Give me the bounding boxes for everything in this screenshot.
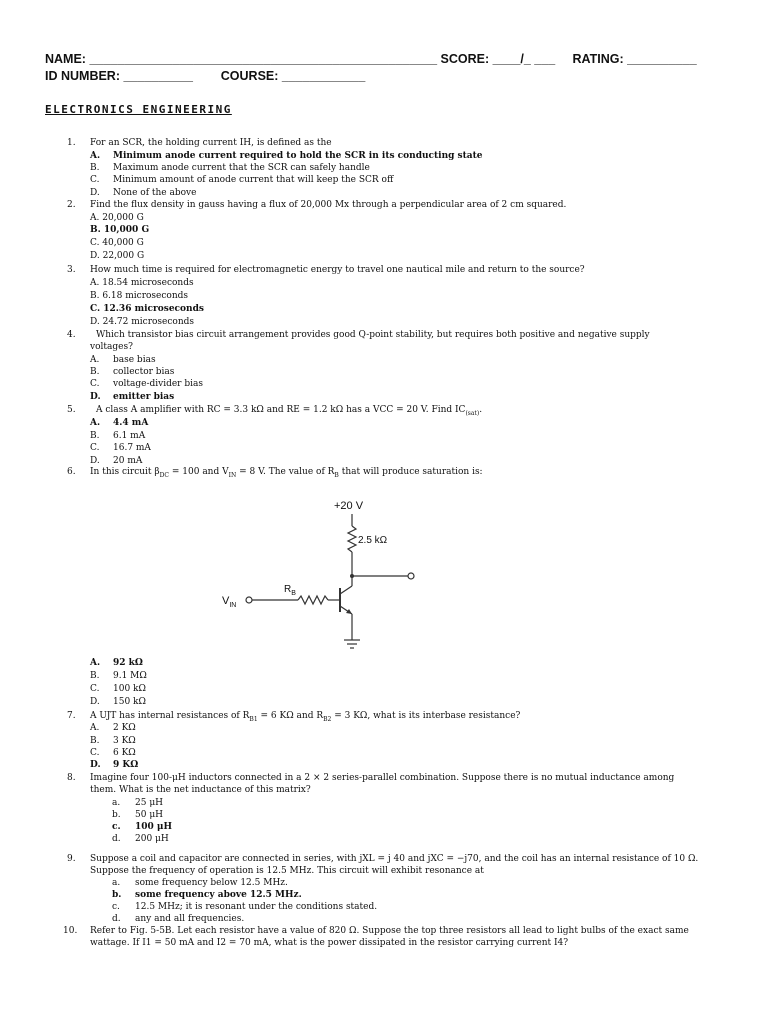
vin-label: $V_{IN}$ xyxy=(222,595,237,609)
question-text: Which transistor bias circuit arrangement provides good Q-point stability, but requires both positive and negative supply xyxy=(96,330,650,340)
question-text: For an SCR, the holding current IH, is defined as the xyxy=(90,138,332,148)
question-number: 1. xyxy=(67,138,76,148)
question-number: 6. xyxy=(67,467,76,477)
question-number: 8. xyxy=(67,773,76,783)
supply-label: +20 V xyxy=(334,500,364,512)
question-text: Suppose a coil and capacitor are connected in series, with jXL = j 40 and jXC = −j70, and the coil has an internal resistance of 10 Ω. xyxy=(90,854,699,864)
question-number: 3. xyxy=(67,265,76,275)
question-number: 4. xyxy=(67,330,76,340)
question-number: 9. xyxy=(67,854,76,864)
question-text: A UJT has internal resistances of $R_{B1} = 6$ KΩ and $R_{B2} = 3$ KΩ, what is its interbase resistance? xyxy=(90,711,521,723)
question-text: How much time is required for electromagnetic energy to travel one nautical mile and return to the source? xyxy=(90,265,585,275)
question-text: Find the flux density in gauss having a flux of 20,000 Mx through a perpendicular area of 2 cm squared. xyxy=(90,200,567,210)
question-number: 5. xyxy=(67,405,76,415)
question-text: them. What is the net inductance of this matrix? xyxy=(90,785,311,795)
question-text: A class A amplifier with RC = 3.3 kΩ and RE = 1.2 kΩ has a VCC = 20 V. Find $IC_{(sat)}$. xyxy=(96,405,483,417)
question-text: Imagine four 100-μH inductors connected in a 2 × 2 series-parallel combination. Suppose there is no mutual inductance among xyxy=(90,773,675,783)
section-title: ELECTRONICS ENGINEERING xyxy=(45,103,232,116)
exam-page: NAME: __________________________________________________ SCORE: ____/_ ___ RATING: __________ ID NUMBER: __________ COURSE: ____________ ELECTRONICS ENGINEERING 1. For an SCR, the holding current IH, is defined as the A. Minimum anode current required to hold the SCR in its conducting state B. Maximum anode current that the SCR can safely handle C. Minimum amount of anode current that will keep the SCR off D. None of the above 2. Find the flux density in gauss having a flux of 20,000 Mx through a perpendicular area of 2 cm squared. A. 20,000 G B. 10,000 G C. 40,000 G D. 22,000 G 3. How much time is required for electromagnetic energy to travel one nautical mile and return to the source? A. 18.54 microseconds B. 6.18 microseconds C. 12.36 microseconds D. 24.72 microseconds 4. Which transistor bias circuit arrangement provides good Q-point stability, but requires both positive and negative supply voltages? A. base bias B. collector bias C. voltage-divider bias D. emitter bias 5. A class A amplifier with RC = 3.3 kΩ and RE = 1.2 kΩ has a VCC = 20 V. Find $IC_{(sat)}$. A. 4.4 mA B. 6.1 mA C. 16.7 mA D. 20 mA 6. In this circuit $\beta_{DC} = 100$ and $V_{IN} = 8$ V. The value of $R_B$ that will produce saturation is: +20 V 2.5 kΩ $R_B$ $V_{IN}$ A. 92 kΩ B. 9.1 MΩ C. 100 kΩ D. 150 kΩ 7. A UJT has internal resistances of $R_{B1} = 6$ KΩ and $R_{B2} = 3$ KΩ, what is its interbase resistance? A. 2 KΩ B. 3 KΩ C. 6 KΩ D. 9 KΩ 8. Imagine four 100-μH inductors connected in a 2 × 2 series-parallel combination. Suppose there is no mutual inductance among them. What is the net inductance of this matrix? a. 25 μH b. 50 μH c. 100 μH d. 200 μH 9. Suppose a coil and capacitor are connected in series, with jXL = j 40 and jXC = −j70, and the coil has an internal resistance of 10 Ω. Suppose the frequency of operation is 12.5 MHz. This circuit will exhibit resonance at a. some frequency below 12.5 MHz. b. some frequency above 12.5 MHz. c. 12.5 MHz; it is resonant under the conditions stated. d. any and all frequencies. 10. Refer to Fig. 5-5B. Let each resistor have a value of 820 Ω. Suppose the top three resistors all lead to light bulbs of the exact same wattage. If I1 = 50 mA and I2 = 70 mA, what is the power dissipated in the resistor carrying current I4? xyxy=(0,0,768,1024)
question-text: Suppose the frequency of operation is 12.5 MHz. This circuit will exhibit resonance at xyxy=(90,866,484,876)
question-number: 2. xyxy=(67,200,76,210)
question-text: wattage. If I1 = 50 mA and I2 = 70 mA, what is the power dissipated in the resistor carrying current I4? xyxy=(90,938,569,948)
rb-label: $R_B$ xyxy=(284,584,296,597)
rc-label: 2.5 kΩ xyxy=(358,535,388,546)
question-number: 10. xyxy=(63,926,78,936)
header-id-course: ID NUMBER: __________ COURSE: ____________ xyxy=(45,69,366,83)
header-name-score-rating: NAME: __________________________________________________ SCORE: ____/_ ___ RATING: __________ xyxy=(45,52,697,66)
question-text: Refer to Fig. 5-5B. Let each resistor have a value of 820 Ω. Suppose the top three resistors all lead to light bulbs of the exact same xyxy=(90,926,689,936)
question-text: In this circuit $\beta_{DC} = 100$ and $V_{IN} = 8$ V. The value of $R_B$ that will produce saturation is: xyxy=(90,467,483,479)
transistor-circuit-diagram xyxy=(210,492,440,662)
question-number: 7. xyxy=(67,711,76,721)
question-text: voltages? xyxy=(90,342,133,352)
